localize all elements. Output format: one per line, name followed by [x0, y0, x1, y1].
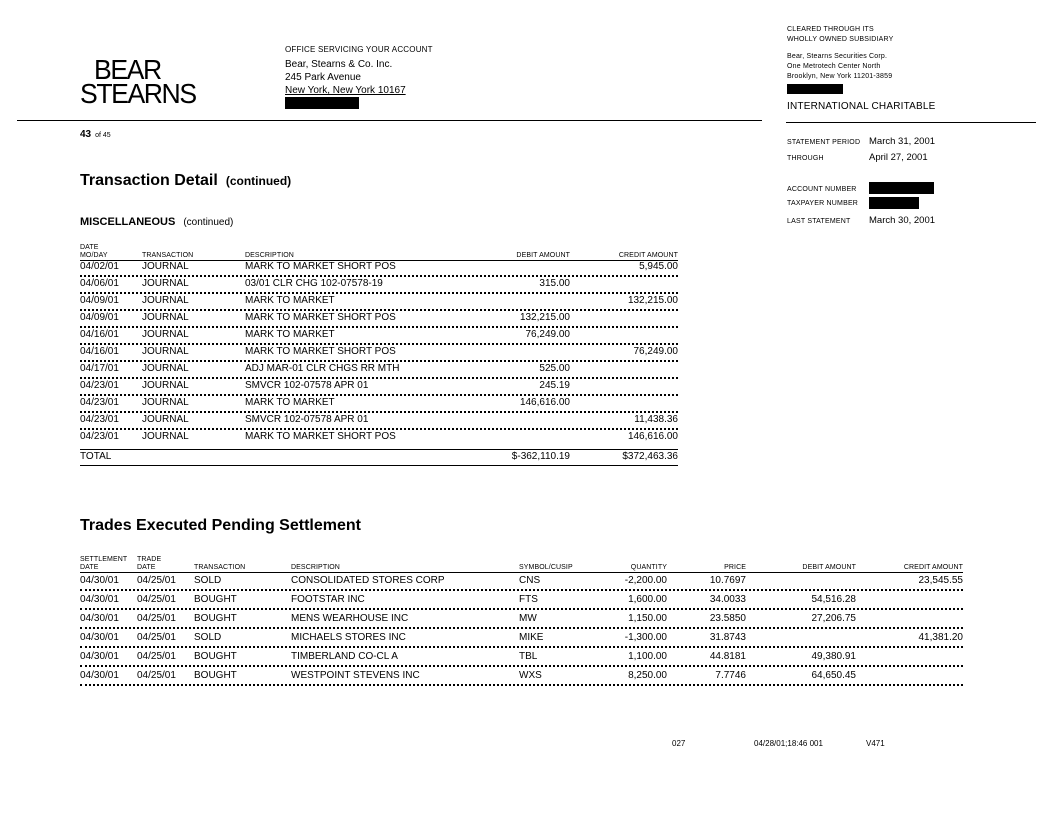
trade-date: 04/25/01 — [137, 632, 176, 643]
row-transaction: JOURNAL — [142, 414, 189, 425]
trade-symbol: MIKE — [519, 632, 544, 643]
trades-title: Trades Executed Pending Settlement — [80, 517, 361, 534]
footer-timestamp: 04/28/01;18:46 001 — [754, 739, 823, 748]
trade-settle-date: 04/30/01 — [80, 575, 119, 586]
trade-price: 34.0033 — [709, 594, 746, 605]
trade-quantity: -2,200.00 — [624, 575, 667, 586]
row-description: SMVCR 102-07578 APR 01 — [245, 380, 369, 391]
col-header-debit: DEBIT AMOUNT — [516, 252, 570, 259]
row-divider — [80, 360, 678, 362]
col-header-quantity: QUANTITY — [630, 564, 667, 571]
logo-line-2: STEARNS — [80, 78, 196, 109]
row-date: 04/09/01 — [80, 295, 119, 306]
col-header-transaction: TRANSACTION — [142, 252, 194, 259]
row-transaction: JOURNAL — [142, 278, 189, 289]
trade-row-divider — [80, 646, 963, 648]
row-description: 03/01 CLR CHG 102-07578-19 — [245, 278, 383, 289]
trade-description: MICHAELS STORES INC — [291, 632, 406, 643]
trade-price: 10.7697 — [709, 575, 746, 586]
row-credit: 5,945.00 — [639, 261, 678, 272]
row-transaction: JOURNAL — [142, 397, 189, 408]
header-rule-right — [786, 122, 1036, 123]
page-total: of 45 — [95, 132, 111, 139]
row-date: 04/16/01 — [80, 346, 119, 357]
trade-settle-date: 04/30/01 — [80, 651, 119, 662]
office-line-1: Bear, Stearns & Co. Inc. — [285, 59, 393, 70]
col-header-settlement-1: SETTLEMENT — [80, 556, 128, 563]
miscellaneous-heading: MISCELLANEOUS — [80, 216, 176, 228]
total-underline — [80, 465, 678, 466]
row-debit: 315.00 — [539, 278, 570, 289]
page-number — [80, 129, 111, 140]
trade-quantity: 1,100.00 — [628, 651, 667, 662]
row-divider — [80, 411, 678, 413]
total-rule — [80, 449, 678, 450]
total-debit: $-362,110.19 — [511, 451, 570, 462]
trade-date: 04/25/01 — [137, 670, 176, 681]
row-divider — [80, 275, 678, 277]
trade-row-divider — [80, 627, 963, 629]
clearing-line-4: One Metrotech Center North — [787, 63, 881, 70]
row-date: 04/17/01 — [80, 363, 119, 374]
row-transaction: JOURNAL — [142, 312, 189, 323]
trade-price: 31.8743 — [709, 632, 746, 643]
trade-date: 04/25/01 — [137, 594, 176, 605]
trade-transaction: BOUGHT — [194, 670, 237, 681]
taxpayer-number-label: TAXPAYER NUMBER — [787, 200, 859, 207]
clearing-block — [787, 25, 894, 98]
row-date: 04/23/01 — [80, 380, 119, 391]
row-description: MARK TO MARKET SHORT POS — [245, 312, 396, 323]
trade-settle-date: 04/30/01 — [80, 632, 119, 643]
row-description: SMVCR 102-07578 APR 01 — [245, 414, 369, 425]
footer-version: V471 — [866, 739, 885, 748]
row-transaction: JOURNAL — [142, 363, 189, 374]
redaction-bar — [869, 197, 919, 209]
col-header-settlement-2: DATE — [80, 564, 99, 571]
trade-row-divider — [80, 608, 963, 610]
trade-transaction: SOLD — [194, 632, 222, 643]
col-header-settlement — [80, 556, 127, 572]
trade-credit: 23,545.55 — [918, 575, 963, 586]
col-header-price: PRICE — [724, 564, 746, 571]
trade-symbol: TBL — [519, 651, 538, 662]
statement-period-value: March 31, 2001 — [869, 136, 936, 147]
trade-description: CONSOLIDATED STORES CORP — [291, 575, 445, 586]
row-date: 04/02/01 — [80, 261, 119, 272]
trade-symbol: CNS — [519, 575, 541, 586]
trade-date: 04/25/01 — [137, 613, 176, 624]
row-transaction: JOURNAL — [142, 380, 189, 391]
trade-row-divider — [80, 665, 963, 667]
trade-price: 44.8181 — [709, 651, 746, 662]
page-current: 43 — [80, 129, 92, 140]
trade-description: WESTPOINT STEVENS INC — [291, 670, 420, 681]
trade-settle-date: 04/30/01 — [80, 670, 119, 681]
trade-transaction: BOUGHT — [194, 594, 237, 605]
col-header-credit: CREDIT AMOUNT — [618, 252, 678, 259]
row-credit: 11,438.36 — [634, 414, 678, 425]
trade-description: MENS WEARHOUSE INC — [291, 613, 409, 624]
row-date: 04/23/01 — [80, 431, 119, 442]
redaction-bar — [869, 182, 934, 194]
clearing-line-5: Brooklyn, New York 11201-3859 — [787, 73, 893, 80]
row-divider — [80, 377, 678, 379]
row-date: 04/23/01 — [80, 397, 119, 408]
row-transaction: JOURNAL — [142, 261, 189, 272]
total-credit: $372,463.36 — [622, 451, 678, 462]
account-number-label: ACCOUNT NUMBER — [787, 186, 857, 193]
row-debit: 76,249.00 — [525, 329, 570, 340]
col-header-trade-description: DESCRIPTION — [291, 564, 340, 571]
through-label: THROUGH — [787, 155, 824, 162]
row-transaction: JOURNAL — [142, 346, 189, 357]
miscellaneous-title — [80, 216, 233, 228]
trade-symbol: FTS — [519, 594, 538, 605]
row-date: 04/16/01 — [80, 329, 119, 340]
trade-debit: 64,650.45 — [811, 670, 856, 681]
row-debit: 146,616.00 — [519, 397, 570, 408]
last-statement-label: LAST STATEMENT — [787, 218, 851, 225]
office-header: OFFICE SERVICING YOUR ACCOUNT — [285, 45, 433, 54]
row-date: 04/23/01 — [80, 414, 119, 425]
transaction-detail-title — [80, 172, 291, 190]
trade-price: 23.5850 — [709, 613, 746, 624]
office-block — [285, 43, 433, 113]
row-divider — [80, 394, 678, 396]
row-description: MARK TO MARKET — [245, 295, 335, 306]
row-credit: 146,616.00 — [627, 431, 678, 442]
col-header-symbol: SYMBOL/CUSIP — [519, 564, 573, 571]
trade-settle-date: 04/30/01 — [80, 594, 119, 605]
trade-transaction: BOUGHT — [194, 613, 237, 624]
trade-row-divider — [80, 684, 963, 686]
row-divider — [80, 343, 678, 345]
trade-transaction: SOLD — [194, 575, 222, 586]
header-rule — [17, 120, 762, 121]
row-credit: 132,215.00 — [627, 295, 678, 306]
col-header-date-1: DATE — [80, 244, 99, 251]
col-header-trade-transaction: TRANSACTION — [194, 564, 246, 571]
miscellaneous-continued: (continued) — [183, 217, 234, 228]
trade-price: 7.7746 — [715, 670, 746, 681]
row-debit: 525.00 — [539, 363, 570, 374]
trade-quantity: 1,150.00 — [628, 613, 667, 624]
redaction-bar — [285, 97, 359, 109]
last-statement-value: March 30, 2001 — [869, 215, 936, 226]
transaction-detail-heading: Transaction Detail — [80, 172, 218, 189]
footer-code: 027 — [672, 739, 686, 748]
col-header-description: DESCRIPTION — [245, 252, 294, 259]
trade-symbol: WXS — [519, 670, 542, 681]
row-description: MARK TO MARKET SHORT POS — [245, 431, 396, 442]
statement-period-label: STATEMENT PERIOD — [787, 139, 861, 146]
clearing-line-2: WHOLLY OWNED SUBSIDIARY — [787, 36, 894, 43]
trade-debit: 49,380.91 — [811, 651, 856, 662]
through-value: April 27, 2001 — [869, 152, 928, 163]
trade-debit: 54,516.28 — [811, 594, 856, 605]
trade-quantity: 1,600.00 — [628, 594, 667, 605]
row-transaction: JOURNAL — [142, 329, 189, 340]
row-divider — [80, 428, 678, 430]
row-description: MARK TO MARKET — [245, 397, 335, 408]
trade-credit: 41,381.20 — [918, 632, 963, 643]
trade-date: 04/25/01 — [137, 575, 176, 586]
trades-header-underline — [80, 572, 963, 573]
row-description: ADJ MAR-01 CLR CHGS RR MTH — [245, 363, 400, 374]
trade-quantity: -1,300.00 — [624, 632, 667, 643]
col-header-trade-1: TRADE — [137, 556, 162, 563]
account-name: INTERNATIONAL CHARITABLE — [787, 101, 936, 112]
office-line-2: 245 Park Avenue — [285, 72, 361, 83]
col-header-trade — [137, 556, 161, 572]
row-date: 04/09/01 — [80, 312, 119, 323]
trade-row-divider — [80, 589, 963, 591]
row-divider — [80, 309, 678, 311]
row-date: 04/06/01 — [80, 278, 119, 289]
row-credit: 76,249.00 — [633, 346, 678, 357]
total-label: TOTAL — [80, 451, 112, 462]
trade-debit: 27,206.75 — [811, 613, 856, 624]
transaction-detail-continued: (continued) — [225, 174, 292, 188]
row-description: MARK TO MARKET SHORT POS — [245, 346, 396, 357]
redaction-bar — [787, 84, 843, 94]
row-debit: 245.19 — [539, 380, 570, 391]
row-divider — [80, 326, 678, 328]
trade-date: 04/25/01 — [137, 651, 176, 662]
trade-description: FOOTSTAR INC — [291, 594, 365, 605]
row-description: MARK TO MARKET — [245, 329, 335, 340]
office-line-3: New York, New York 10167 — [285, 85, 406, 96]
row-description: MARK TO MARKET SHORT POS — [245, 261, 396, 272]
clearing-line-1: CLEARED THROUGH ITS — [787, 26, 874, 33]
row-transaction: JOURNAL — [142, 295, 189, 306]
row-transaction: JOURNAL — [142, 431, 189, 442]
clearing-line-3: Bear, Stearns Securities Corp. — [787, 53, 888, 60]
bear-stearns-logo — [80, 54, 202, 109]
trade-symbol: MW — [519, 613, 537, 624]
trade-transaction: BOUGHT — [194, 651, 237, 662]
col-header-date — [80, 244, 108, 260]
logo-line-1: BEAR — [94, 54, 161, 85]
trade-description: TIMBERLAND CO-CL A — [291, 651, 398, 662]
col-header-trade-credit: CREDIT AMOUNT — [903, 564, 963, 571]
trade-quantity: 8,250.00 — [628, 670, 667, 681]
row-divider — [80, 292, 678, 294]
row-debit: 132,215.00 — [519, 312, 570, 323]
col-header-trade-2: DATE — [137, 564, 156, 571]
trade-settle-date: 04/30/01 — [80, 613, 119, 624]
col-header-trade-debit: DEBIT AMOUNT — [802, 564, 856, 571]
col-header-date-2: MO/DAY — [80, 252, 108, 259]
